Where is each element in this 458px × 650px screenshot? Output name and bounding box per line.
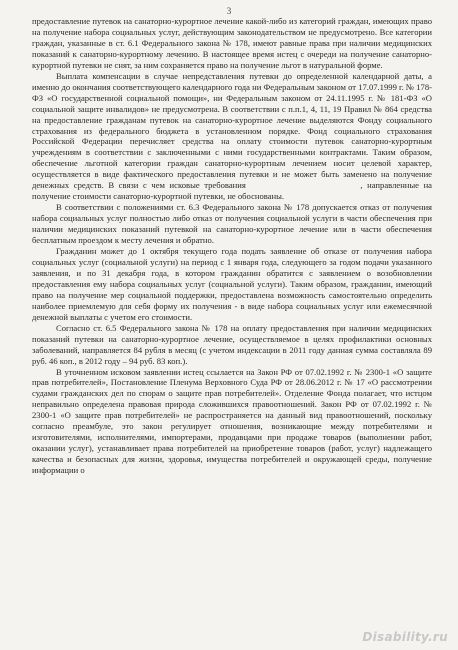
paragraph-1: предоставление путевок на санаторно-курортное лечение какой-либо из категорий граждан, имеющих право на получение набора социальных услуг, действующим законодательством не предусмотрено. Все категории граждан, указанные в ст. 6.1 Федерального закона № 178, имеют равные права при наличии медицинских показаний к санаторно-курортному лечению. В настоящее время истец с очереди на получение санаторно-курортной путевки не снят, за ним сохраняется право на получение льгот в натуральной форме. — [32, 16, 432, 70]
page-number: 3 — [226, 6, 232, 16]
paragraph-2-text-before: Выплата компенсации в случае непредставления путевки до определенной календарной даты, а именно до окончания соответствующего календарного года ни Федеральным законом от 17.07.1999 г. № 178-ФЗ «О государственной социальной помощи», ни Федеральным законом от 24.11.1995 г. № 181-ФЗ «О социальной защите инвалидов» не предусмотрена. В соответствии с п.п.1, 4, 11, 19 Правил № 864 средства на предоставление гражданам путевок на санаторно-курортное лечение выделяются Фонду социального страхования из федерального бюджета в установленном порядке. Фонд социального страхования Российской Федерации перечисляет средства на оплату стоимости путевок санаторно-курортным учреждениям в соответствии с заключенными с ними государственными контрактами. Таким образом, обеспечение льготной категории граждан санаторно-курортным лечением носит целевой характер, осуществляется в виде фактического предоставления путевки и не может быть заменено на получение денежных средств. В связи с чем исковые требования — [32, 70, 432, 191]
paragraph-3: В соответствии с положениями ст. 6.3 Федерального закона № 178 допускается отказ от получения набора социальных услуг полностью либо отказ от получения социальной услуги в части обеспечения при наличии медицинских показаний путевкой на санаторно-курортное лечение или в части обеспечения бесплатным проездом к месту лечения и обратно. — [32, 202, 432, 246]
paragraph-4: Гражданин может до 1 октября текущего года подать заявление об отказе от получения набора социальных услуг (социальной услуги) на период с 1 января года, следующего за годом подачи указанного заявления, и по 31 декабря года, в котором гражданин обратится с заявлением о возобновлении предоставления ему набора социальных услуг (социальной услуги). Таким образом, гражданин, имеющий право на получение мер социальной поддержки, предоставлена возможность самостоятельно определить наиболее приемлемую для себя форму их получения - в виде набора социальных услуг или ежемесячной денежной выплаты с учетом его стоимости. — [32, 246, 432, 322]
paragraph-2 — [32, 71, 432, 202]
paragraph-2-text-after: , направленные на получение стоимости санаторно-курортной путевки, не обоснованы. — [32, 180, 432, 202]
paragraph-6: В уточненном исковом заявлении истец ссылается на Закон РФ от 07.02.1992 г. № 2300-1 «О защите прав потребителей», Постановление Пленума Верховного Суда РФ от 28.06.2012 г. № 17 «О рассмотрении судами гражданских дел по спорам о защите прав потребителей». Отделение Фонда полагает, что истцом неправильно определена правовая природа сложившихся правоотношений. Закон РФ от 07.02.1992 г. № 2300-1 «О защите прав потребителей» не распространяется на данный вид правоотношений, поскольку согласно преамбуле, это закон регулирует отношения, возникающие между потребителями и изготовителями, исполнителями, импортерами, продавцами при продаже товаров (выполнении работ, оказании услуг), устанавливает права потребителей на приобретение товаров (работ, услуг) надлежащего качества и безопасных для жизни, здоровья, имущества потребителей и окружающей среды, получение информации о — [32, 366, 432, 476]
document-body — [32, 16, 432, 476]
paragraph-5: Согласно ст. 6.5 Федерального закона № 178 на оплату предоставления при наличии медицинских показаний путевки на санаторно-курортное лечение, осуществляемое в целях профилактики основных заболеваний, направляется 84 рубля в месяц (с учетом индексации в 2011 году данная сумма составляла 89 руб. 46 коп., в 2012 году – 94 руб. 83 коп.). — [32, 322, 432, 366]
watermark-logo: Disability.ru — [362, 630, 448, 644]
